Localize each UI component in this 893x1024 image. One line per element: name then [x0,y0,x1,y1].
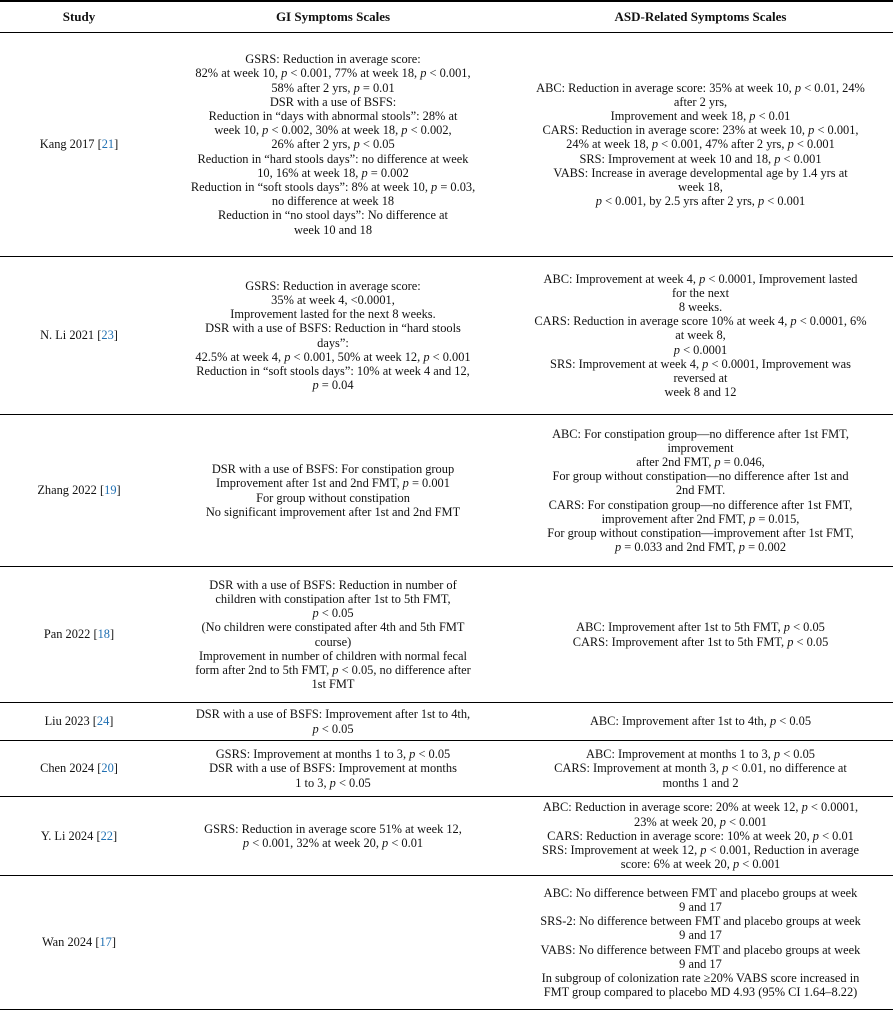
study-cell: Y. Li 2024 [22] [0,797,158,876]
cell-line: improvement after 2nd FMT, p = 0.015, [601,511,800,526]
cell-line: months 1 and 2 [662,775,739,790]
study-name: Kang 2017 [39,137,98,152]
cell-line: week 8 and 12 [664,385,737,400]
citation-link[interactable]: 23 [101,328,114,343]
study-cell: Pan 2022 [18] [0,567,158,703]
cell-line: ABC: For constipation group—no difference after 1st FMT, [552,426,849,441]
cell-line: GSRS: Reduction in average score 51% at week 12, [204,821,462,836]
cell-line: 23% at week 20, p < 0.001 [634,814,767,829]
cell-line: score: 6% at week 20, p < 0.001 [620,857,781,872]
cell-line: GSRS: Reduction in average score: [245,52,421,67]
asd-cell [508,876,893,1010]
cell-line: p = 0.033 and 2nd FMT, p = 0.002 [614,540,787,555]
citation-link[interactable]: 20 [101,761,114,776]
cell-line: 1 to 3, p < 0.05 [295,775,371,790]
cell-line: week 10 and 18 [293,222,373,237]
asd-cell [508,797,893,876]
cell-line: For group without constipation—improvement after 1st FMT, [547,526,854,540]
cell-line: VABS: No difference between FMT and placebo groups at week [540,942,861,957]
cell-line: CARS: Reduction in average score 10% at week 4, p < 0.0001, 6% [534,314,867,329]
citation-link[interactable]: 21 [101,137,115,152]
table-row [0,741,893,797]
asd-cell [508,415,893,567]
gi-cell [158,257,508,415]
cell-line: ABC: Reduction in average score: 20% at week 12, p < 0.0001, [542,800,859,815]
cell-line: ABC: Reduction in average score: 35% at week 10, p < 0.01, 24% [536,80,865,95]
table-row [0,703,893,741]
study-cell: Liu 2023 [24] [0,703,158,741]
cell-line: improvement [667,440,734,455]
cell-line: 82% at week 10, p < 0.001, 77% at week 18, p < 0.001, [195,66,471,81]
cell-line: CARS: Reduction in average score: 23% at week 10, p < 0.001, [542,123,859,138]
cell-line: CARS: Improvement at month 3, p < 0.01, no difference at [554,761,847,776]
cell-line: p < 0.05 [312,606,354,621]
cell-line: Reduction in “soft stools days”: 10% at week 4 and 12, [196,363,470,378]
citation-link[interactable]: 19 [104,483,117,498]
cell-line: Reduction in “no stool days”: No difference at [218,208,448,223]
cell-line: FMT group compared to placebo MD 4.93 (95% CI 1.64–8.22) [543,985,858,1000]
cell-line: ABC: Improvement at week 4, p < 0.0001, Improvement lasted [543,271,858,286]
cell-line: 9 and 17 [679,956,722,971]
cell-line: after 2 yrs, [673,94,728,109]
study-cell: Zhang 2022 [19] [0,415,158,567]
cell-line: for the next [671,285,730,300]
cell-line: p < 0.001, 32% at week 20, p < 0.01 [242,836,424,850]
cell-line: course) [314,634,352,649]
table-row [0,33,893,257]
cell-line: 8 weeks. [678,299,723,314]
gi-cell [158,415,508,567]
cell-line: 26% after 2 yrs, p < 0.05 [271,137,395,152]
citation-link[interactable]: 18 [97,627,110,642]
cell-line: reversed at [673,371,728,385]
cell-line: 24% at week 18, p < 0.001, 47% after 2 yrs, p < 0.001 [566,137,835,152]
study-cell: N. Li 2021 [23] [0,257,158,415]
study-name: Pan 2022 [43,627,94,642]
cell-line: p < 0.05 [312,721,354,736]
cell-line: ABC: Improvement at months 1 to 3, p < 0.05 [586,747,815,762]
cell-line: CARS: Improvement after 1st to 5th FMT, p < 0.05 [572,634,829,649]
cell-line: 10, 16% at week 18, p = 0.002 [257,165,409,180]
cell-line: DSR with a use of BSFS: Reduction in number of [209,577,457,592]
asd-cell [508,257,893,415]
cell-line: VABS: Increase in average developmental age by 1.4 yrs at [553,165,848,180]
study-cell: Chen 2024 [20] [0,741,158,797]
cell-line: Reduction in “hard stools days”: no difference at week [197,151,469,166]
cell-line: week 10, p < 0.002, 30% at week 18, p < 0.002, [214,123,452,138]
cell-line: days”: [317,335,349,350]
cell-line: No significant improvement after 1st and 2nd FMT [205,504,461,519]
gi-cell [158,741,508,797]
cell-line: 1st FMT [311,677,355,692]
citation-link[interactable]: 24 [96,714,110,729]
cell-line: week 18, [678,180,723,194]
cell-line: 58% after 2 yrs, p = 0.01 [271,80,395,95]
cell-line: 35% at week 4, <0.0001, [271,292,395,307]
cell-line: Reduction in “soft stools days”: 8% at week 10, p = 0.03, [190,180,476,194]
cell-line: CARS: For constipation group—no difference after 1st FMT, [548,497,853,512]
cell-line: SRS-2: No difference between FMT and placebo groups at week [540,914,861,929]
cell-line: (No children were constipated after 4th and 5th FMT [201,620,465,635]
cell-line: ABC: Improvement after 1st to 5th FMT, p < 0.05 [576,620,825,635]
cell-line: Improvement and week 18, p < 0.01 [610,108,791,123]
cell-line: 42.5% at week 4, p < 0.001, 50% at week 12, p < 0.001 [195,349,471,364]
asd-cell [508,33,893,257]
study-cell: Kang 2017 [21] [0,33,158,257]
study-name: Chen 2024 [40,761,98,776]
study-name: Zhang 2022 [37,483,100,498]
cell-line: GSRS: Improvement at months 1 to 3, p < 0.05 [215,747,451,762]
cell-line: form after 2nd to 5th FMT, p < 0.05, no difference after [195,662,471,677]
cell-line: after 2nd FMT, p = 0.046, [636,454,765,469]
cell-line: p < 0.0001 [673,342,728,357]
citation-link[interactable]: 17 [99,935,112,950]
cell-line: Reduction in “days with abnormal stools”: 28% at [208,108,458,123]
study-name: N. Li 2021 [40,328,98,343]
cell-line: 9 and 17 [679,899,722,914]
cell-line: p < 0.001, by 2.5 yrs after 2 yrs, p < 0.001 [595,194,806,209]
study-cell: Wan 2024 [17] [0,876,158,1010]
cell-line: DSR with a use of BSFS: Improvement after 1st to 4th, [195,707,471,722]
gi-cell [158,33,508,257]
asd-cell [508,741,893,797]
study-name: Y. Li 2024 [40,828,97,843]
gi-cell [158,797,508,876]
asd-cell [508,567,893,703]
gi-cell [158,703,508,741]
cell-line: p = 0.04 [312,378,354,393]
cell-line: SRS: Improvement at week 10 and 18, p < 0.001 [579,151,822,166]
table-row [0,567,893,703]
table-row [0,415,893,567]
table-row [0,797,893,876]
cell-line: GSRS: Reduction in average score: [245,278,421,293]
cell-line: CARS: Reduction in average score: 10% at week 20, p < 0.01 [547,828,854,843]
cell-line: In subgroup of colonization rate ≥20% VABS score increased in [541,970,860,985]
cell-line: at week 8, [675,328,726,343]
cell-line: 9 and 17 [679,928,722,943]
cell-line: DSR with a use of BSFS: Reduction in “hard stools [205,321,461,336]
asd-cell [508,703,893,741]
cell-line: ABC: Improvement after 1st to 4th, p < 0.05 [589,714,812,729]
cell-line: DSR with a use of BSFS: For constipation group [211,462,455,477]
cell-line: SRS: Improvement at week 12, p < 0.001, Reduction in average [541,843,860,858]
cell-line: ABC: No difference between FMT and placebo groups at week [543,885,858,900]
header-asd: ASD-Related Symptoms Scales [508,1,893,33]
header-gi: GI Symptoms Scales [158,1,508,33]
cell-line: SRS: Improvement at week 4, p < 0.0001, Improvement was [550,356,851,371]
cell-line: 2nd FMT. [675,483,726,498]
cell-line: no difference at week 18 [271,194,395,209]
study-name: Liu 2023 [44,714,93,729]
cell-line: Improvement in number of children with normal fecal [198,648,468,663]
cell-line: Improvement after 1st and 2nd FMT, p = 0.001 [216,476,450,491]
citation-link[interactable]: 22 [100,828,113,843]
cell-line: children with constipation after 1st to 5th FMT, [215,591,451,606]
cell-line: For group without constipation—no difference after 1st and [552,469,849,484]
header-row [0,1,893,33]
study-name: Wan 2024 [41,935,96,950]
gi-cell [158,876,508,1010]
table-row [0,876,893,1010]
header-study: Study [0,1,158,33]
gi-cell [158,567,508,703]
table-row [0,257,893,415]
cell-line: Improvement lasted for the next 8 weeks. [230,307,436,322]
cell-line: DSR with a use of BSFS: [269,94,397,109]
cell-line: For group without constipation [256,490,410,505]
cell-line: DSR with a use of BSFS: Improvement at months [209,761,457,776]
